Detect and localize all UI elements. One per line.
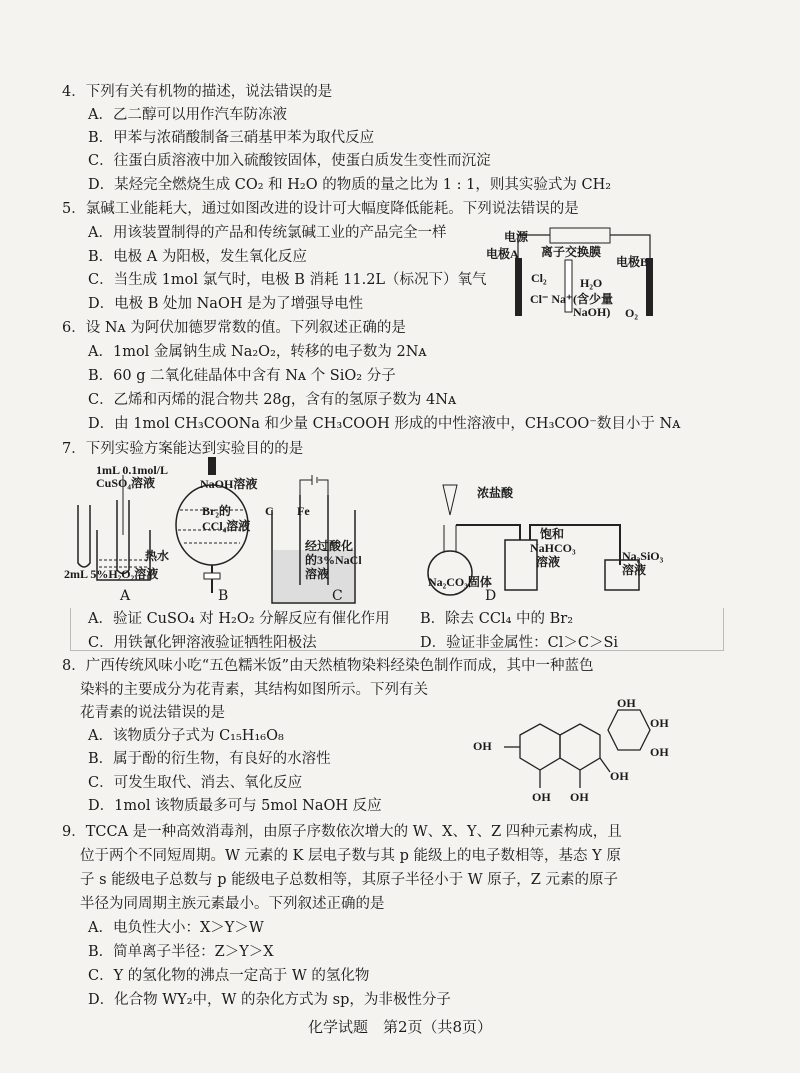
question-8-stem-3: 花青素的说法错误的是 xyxy=(80,705,225,721)
question-8-stem-1: 8．广西传统风味小吃“五色糯米饭”由天然植物染料经染色制作而成，其中一种蓝色 xyxy=(62,658,594,674)
q6-option-b: B．60 g 二氧化硅晶体中含有 Nᴀ 个 SiO₂ 分子 xyxy=(88,368,396,384)
a-hot-water: 热水 xyxy=(145,549,170,563)
q4-option-b: B．甲苯与浓硝酸制备三硝基甲苯为取代反应 xyxy=(88,130,375,146)
q5-option-b: B．电极 A 为阳极，发生氧化反应 xyxy=(88,249,307,265)
b-br2-1: Br₂的 xyxy=(202,504,231,518)
a-h2o2: 2mL 5%H₂O₂溶液 xyxy=(64,567,159,581)
q8-option-d: D．1mol 该物质最多可与 5mol NaOH 反应 xyxy=(88,798,382,814)
h2o-label: H₂O xyxy=(580,276,603,290)
question-9-stem-2: 位于两个不同短周期。W 元素的 K 层电子数与其 p 能级上的电子数相等，基态 Y 原 xyxy=(80,848,621,864)
c-solution-1: 经过酸化 xyxy=(305,539,354,553)
question-5-stem: 5．氯碱工业能耗大，通过如图改进的设计可大幅度降低能耗。下列说法错误的是 xyxy=(62,201,579,217)
oh-right-2: OH xyxy=(650,745,669,759)
q9-option-c: C．Y 的氢化物的沸点一定高于 W 的氢化物 xyxy=(88,968,370,984)
q9-option-a: A．电负性大小：X＞Y＞W xyxy=(88,920,264,936)
label-c: C xyxy=(332,588,343,604)
c-electrode-c: C xyxy=(265,504,274,518)
q4-option-a: A．乙二醇可以用作汽车防冻液 xyxy=(88,107,287,123)
label-b: B xyxy=(218,588,229,604)
oh-left: OH xyxy=(473,739,492,753)
d-hcl: 浓盐酸 xyxy=(477,486,514,500)
oh-middle: OH xyxy=(610,769,629,783)
d-saturated-3: 溶液 xyxy=(536,555,561,569)
q4-option-c: C．往蛋白质溶液中加入硫酸铵固体，使蛋白质发生变性而沉淀 xyxy=(88,153,491,169)
membrane-label: 离子交换膜 xyxy=(541,245,602,259)
question-4-stem: 4．下列有关有机物的描述，说法错误的是 xyxy=(62,84,333,100)
question-8-stem-2: 染料的主要成分为花青素，其结构如图所示。下列有关 xyxy=(80,682,428,698)
b-naoh: NaOH溶液 xyxy=(200,477,258,491)
page-footer: 化学试题 第2页（共8页） xyxy=(307,1018,493,1036)
label-d: D xyxy=(485,588,497,604)
question-7-stem: 7．下列实验方案能达到实验目的的是 xyxy=(62,441,304,457)
oh-bottom-1: OH xyxy=(532,790,551,804)
question-9-stem-1: 9．TCCA 是一种高效消毒剂，由原子序数依次增大的 W、X、Y、Z 四种元素构成，且 xyxy=(62,824,622,840)
a-reagent-1: 1mL 0.1mol/L xyxy=(96,463,169,477)
label-a: A xyxy=(120,588,131,604)
cl2-label: Cl₂ xyxy=(531,271,547,285)
q8-option-c: C．可发生取代、消去、氧化反应 xyxy=(88,775,303,791)
c-electrode-fe: Fe xyxy=(297,504,310,518)
question-6-stem: 6．设 Nᴀ 为阿伏加德罗常数的值。下列叙述正确的是 xyxy=(62,320,406,336)
q4-option-d: D．某烃完全燃烧生成 CO₂ 和 H₂O 的物质的量之比为 1 : 1，则其实验式为 CH₂ xyxy=(88,177,612,193)
electrode-a-label: 电极A xyxy=(486,247,519,261)
q9-option-b: B．简单离子半径：Z＞Y＞X xyxy=(88,944,274,960)
q6-option-c: C．乙烯和丙烯的混合物共 28g，含有的氢原子数为 4Nᴀ xyxy=(88,392,457,408)
q7-option-d: D．验证非金属性：Cl＞C＞Si xyxy=(420,635,619,651)
question-9-stem-4: 半径为同周期主族元素最小。下列叙述正确的是 xyxy=(80,896,385,912)
b-br2-2: CCl₄溶液 xyxy=(202,519,251,533)
q7-option-c: C．用铁氰化钾溶液验证牺牲阳极法 xyxy=(88,635,317,651)
naoh-label-2: NaOH) xyxy=(573,305,611,319)
d-solid: Na₂CO₃固体 xyxy=(428,575,492,589)
d-silicate-2: 溶液 xyxy=(622,563,647,577)
question-9-stem-3: 子 s 能级电子总数与 p 能级电子总数相等，其原子半径小于 W 原子，Z 元素的原子 xyxy=(80,872,618,888)
q5-option-a: A．用该装置制得的产品和传统氯碱工业的产品完全一样 xyxy=(88,225,447,241)
power-label: 电源 xyxy=(504,230,529,244)
apparatus-drawings xyxy=(60,455,720,605)
q8-option-a: A．该物质分子式为 C₁₅H₁₆O₈ xyxy=(88,728,284,744)
q9-option-d: D．化合物 WY₂中，W 的杂化方式为 sp，为非极性分子 xyxy=(88,992,451,1008)
o2-label: O₂ xyxy=(625,306,638,320)
q5-option-c: C．当生成 1mol 氯气时，电极 B 消耗 11.2L（标况下）氧气 xyxy=(88,272,487,288)
q6-option-d: D．由 1mol CH₃COONa 和少量 CH₃COOH 形成的中性溶液中，CH₃COO⁻数目小于 Nᴀ xyxy=(88,416,681,432)
q7-option-b: B．除去 CCl₄ 中的 Br₂ xyxy=(420,611,574,627)
d-silicate-1: Na₂SiO₃ xyxy=(622,549,664,563)
d-saturated-1: 饱和 xyxy=(540,527,565,541)
ions-label: Cl⁻ Na⁺ xyxy=(530,292,573,306)
q7-option-a: A．验证 CuSO₄ 对 H₂O₂ 分解反应有催化作用 xyxy=(88,611,390,627)
c-solution-3: 溶液 xyxy=(305,567,330,581)
a-reagent-2: CuSO₄溶液 xyxy=(96,476,155,490)
oh-bottom-2: OH xyxy=(570,790,589,804)
naoh-label-1: (含少量 xyxy=(573,292,613,306)
q6-option-a: A．1mol 金属钠生成 Na₂O₂，转移的电子数为 2Nᴀ xyxy=(88,344,427,360)
q8-option-b: B．属于酚的衍生物，有良好的水溶性 xyxy=(88,751,331,767)
d-saturated-2: NaHCO₃ xyxy=(530,541,576,555)
electrode-b-label: 电极B xyxy=(616,255,649,269)
c-solution-2: 的3%NaCl xyxy=(305,553,362,567)
q5-option-d: D．电极 B 处加 NaOH 是为了增强导电性 xyxy=(88,296,364,312)
oh-top: OH xyxy=(617,696,636,710)
oh-right-1: OH xyxy=(650,716,669,730)
